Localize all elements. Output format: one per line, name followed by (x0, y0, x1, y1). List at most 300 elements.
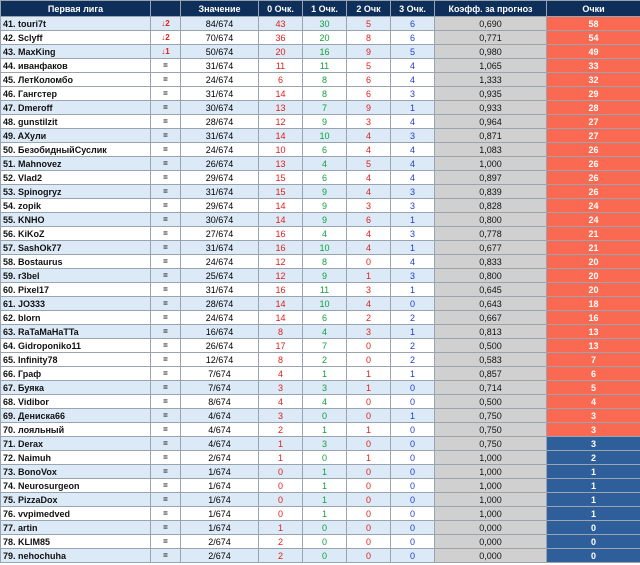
two-points-cell: 1 (347, 451, 391, 465)
table-row (1, 493, 640, 507)
one-point-cell: 1 (303, 507, 347, 521)
table-row (1, 325, 640, 339)
zero-points-cell: 14 (259, 297, 303, 311)
coefficient-cell: 0,935 (435, 87, 547, 101)
table-row (1, 437, 640, 451)
one-point-cell: 3 (303, 437, 347, 451)
table-row (1, 17, 640, 31)
trend-indicator: = (151, 101, 181, 115)
two-points-cell: 8 (347, 31, 391, 45)
points-cell: 3 (547, 423, 640, 437)
trend-indicator: = (151, 87, 181, 101)
coefficient-cell: 1,000 (435, 157, 547, 171)
one-point-cell: 1 (303, 465, 347, 479)
three-points-cell: 1 (391, 213, 435, 227)
zero-points-cell: 17 (259, 339, 303, 353)
one-point-cell: 9 (303, 213, 347, 227)
points-cell: 54 (547, 31, 640, 45)
one-point-cell: 11 (303, 59, 347, 73)
player-name: 69. Дениска66 (1, 409, 151, 423)
zero-points-cell: 13 (259, 157, 303, 171)
player-name: 41. touri7t (1, 17, 151, 31)
two-points-cell: 0 (347, 465, 391, 479)
two-points-cell: 4 (347, 227, 391, 241)
value-cell: 1/674 (181, 521, 259, 535)
trend-indicator: ↓1 (151, 45, 181, 59)
player-name: 79. nehochuha (1, 549, 151, 563)
value-cell: 31/674 (181, 129, 259, 143)
three-points-cell: 0 (391, 381, 435, 395)
points-cell: 0 (547, 535, 640, 549)
three-points-cell: 3 (391, 199, 435, 213)
two-points-cell: 0 (347, 521, 391, 535)
one-point-cell: 1 (303, 479, 347, 493)
two-points-cell: 9 (347, 101, 391, 115)
coefficient-cell: 0,980 (435, 45, 547, 59)
player-name: 59. r3bel (1, 269, 151, 283)
points-cell: 20 (547, 283, 640, 297)
coefficient-cell: 0,964 (435, 115, 547, 129)
one-point-cell: 10 (303, 297, 347, 311)
two-points-cell: 5 (347, 157, 391, 171)
two-points-cell: 3 (347, 283, 391, 297)
player-name: 78. KLIM85 (1, 535, 151, 549)
trend-indicator: = (151, 171, 181, 185)
trend-indicator: = (151, 437, 181, 451)
zero-points-cell: 16 (259, 227, 303, 241)
value-cell: 1/674 (181, 507, 259, 521)
points-cell: 29 (547, 87, 640, 101)
one-point-cell: 0 (303, 535, 347, 549)
three-points-cell: 0 (391, 437, 435, 451)
value-cell: 26/674 (181, 157, 259, 171)
three-points-cell: 0 (391, 507, 435, 521)
trend-indicator: = (151, 59, 181, 73)
zero-points-cell: 13 (259, 101, 303, 115)
coefficient-cell: 0,828 (435, 199, 547, 213)
table-row (1, 311, 640, 325)
points-cell: 0 (547, 521, 640, 535)
trend-indicator: = (151, 115, 181, 129)
zero-points-cell: 4 (259, 367, 303, 381)
table-row (1, 115, 640, 129)
one-point-cell: 7 (303, 101, 347, 115)
points-cell: 49 (547, 45, 640, 59)
coefficient-cell: 0,897 (435, 171, 547, 185)
two-points-cell: 3 (347, 325, 391, 339)
points-cell: 1 (547, 479, 640, 493)
value-cell: 30/674 (181, 213, 259, 227)
table-row (1, 409, 640, 423)
value-cell: 24/674 (181, 143, 259, 157)
trend-indicator: = (151, 451, 181, 465)
points-cell: 26 (547, 143, 640, 157)
table-row (1, 185, 640, 199)
player-name: 51. Mahnovez (1, 157, 151, 171)
one-point-cell: 6 (303, 143, 347, 157)
three-points-cell: 2 (391, 353, 435, 367)
value-cell: 2/674 (181, 451, 259, 465)
two-points-cell: 0 (347, 535, 391, 549)
three-points-cell: 0 (391, 395, 435, 409)
two-points-cell: 0 (347, 395, 391, 409)
points-cell: 3 (547, 437, 640, 451)
table-row (1, 171, 640, 185)
zero-points-cell: 15 (259, 185, 303, 199)
player-name: 58. Bostaurus (1, 255, 151, 269)
three-points-cell: 0 (391, 423, 435, 437)
value-cell: 4/674 (181, 423, 259, 437)
two-points-cell: 0 (347, 339, 391, 353)
player-name: 60. Pixel17 (1, 283, 151, 297)
two-points-cell: 1 (347, 269, 391, 283)
three-points-cell: 6 (391, 17, 435, 31)
value-cell: 24/674 (181, 311, 259, 325)
player-name: 56. KiKoZ (1, 227, 151, 241)
one-point-cell: 6 (303, 171, 347, 185)
three-points-cell: 4 (391, 255, 435, 269)
table-row (1, 465, 640, 479)
table-row (1, 213, 640, 227)
coefficient-cell: 1,000 (435, 451, 547, 465)
trend-indicator: = (151, 507, 181, 521)
points-cell: 20 (547, 269, 640, 283)
table-row (1, 31, 640, 45)
zero-points-cell: 15 (259, 171, 303, 185)
coefficient-cell: 0,500 (435, 339, 547, 353)
zero-points-cell: 14 (259, 87, 303, 101)
zero-points-cell: 1 (259, 437, 303, 451)
trend-indicator: = (151, 409, 181, 423)
two-points-cell: 4 (347, 143, 391, 157)
points-cell: 6 (547, 367, 640, 381)
two-points-cell: 0 (347, 549, 391, 563)
value-cell: 7/674 (181, 367, 259, 381)
points-cell: 20 (547, 255, 640, 269)
zero-points-cell: 2 (259, 535, 303, 549)
value-cell: 30/674 (181, 101, 259, 115)
player-name: 44. иванфаков (1, 59, 151, 73)
player-name: 48. gunstilzit (1, 115, 151, 129)
table-row (1, 479, 640, 493)
value-cell: 1/674 (181, 493, 259, 507)
points-cell: 1 (547, 507, 640, 521)
value-cell: 31/674 (181, 185, 259, 199)
player-name: 70. лояльный (1, 423, 151, 437)
points-cell: 24 (547, 199, 640, 213)
trend-indicator: = (151, 353, 181, 367)
table-row (1, 73, 640, 87)
three-points-cell: 1 (391, 241, 435, 255)
value-cell: 4/674 (181, 437, 259, 451)
points-cell: 26 (547, 171, 640, 185)
points-cell: 27 (547, 115, 640, 129)
two-points-cell: 1 (347, 367, 391, 381)
zero-points-cell: 4 (259, 395, 303, 409)
value-cell: 24/674 (181, 73, 259, 87)
trend-indicator: = (151, 521, 181, 535)
coefficient-cell: 1,000 (435, 479, 547, 493)
coefficient-cell: 0,000 (435, 535, 547, 549)
trend-indicator: = (151, 157, 181, 171)
zero-points-cell: 14 (259, 213, 303, 227)
zero-points-cell: 16 (259, 283, 303, 297)
three-points-cell: 5 (391, 45, 435, 59)
player-name: 65. Infinity78 (1, 353, 151, 367)
trend-indicator: = (151, 479, 181, 493)
points-cell: 24 (547, 213, 640, 227)
two-points-cell: 0 (347, 409, 391, 423)
value-cell: 31/674 (181, 283, 259, 297)
two-points-cell: 5 (347, 17, 391, 31)
value-cell: 28/674 (181, 115, 259, 129)
coefficient-cell: 1,333 (435, 73, 547, 87)
zero-points-cell: 36 (259, 31, 303, 45)
two-points-cell: 0 (347, 507, 391, 521)
table-row (1, 451, 640, 465)
points-cell: 18 (547, 297, 640, 311)
table-body (1, 17, 640, 563)
coefficient-cell: 0,833 (435, 255, 547, 269)
trend-indicator: = (151, 493, 181, 507)
trend-indicator: = (151, 297, 181, 311)
column-header-points: Очки (547, 1, 640, 17)
points-cell: 4 (547, 395, 640, 409)
column-header-coef: Коэфф. за прогноз (435, 1, 547, 17)
player-name: 63. RaTaMaHaTTa (1, 325, 151, 339)
two-points-cell: 6 (347, 87, 391, 101)
player-name: 62. blorn (1, 311, 151, 325)
player-name: 52. Vlad2 (1, 171, 151, 185)
points-cell: 5 (547, 381, 640, 395)
coefficient-cell: 0,583 (435, 353, 547, 367)
coefficient-cell: 0,778 (435, 227, 547, 241)
one-point-cell: 1 (303, 367, 347, 381)
three-points-cell: 2 (391, 339, 435, 353)
one-point-cell: 4 (303, 395, 347, 409)
value-cell: 31/674 (181, 59, 259, 73)
zero-points-cell: 20 (259, 45, 303, 59)
three-points-cell: 0 (391, 297, 435, 311)
one-point-cell: 8 (303, 87, 347, 101)
value-cell: 2/674 (181, 535, 259, 549)
zero-points-cell: 2 (259, 549, 303, 563)
trend-indicator: ↓2 (151, 31, 181, 45)
zero-points-cell: 14 (259, 199, 303, 213)
two-points-cell: 4 (347, 241, 391, 255)
value-cell: 29/674 (181, 171, 259, 185)
trend-indicator: = (151, 367, 181, 381)
zero-points-cell: 1 (259, 521, 303, 535)
coefficient-cell: 0,000 (435, 521, 547, 535)
one-point-cell: 3 (303, 381, 347, 395)
player-name: 57. SashOk77 (1, 241, 151, 255)
two-points-cell: 1 (347, 423, 391, 437)
zero-points-cell: 43 (259, 17, 303, 31)
coefficient-cell: 1,000 (435, 465, 547, 479)
coefficient-cell: 0,750 (435, 409, 547, 423)
three-points-cell: 0 (391, 549, 435, 563)
one-point-cell: 1 (303, 423, 347, 437)
table-header-row (1, 1, 640, 17)
coefficient-cell: 0,750 (435, 423, 547, 437)
value-cell: 8/674 (181, 395, 259, 409)
trend-indicator: = (151, 465, 181, 479)
three-points-cell: 1 (391, 101, 435, 115)
trend-indicator: = (151, 199, 181, 213)
two-points-cell: 1 (347, 381, 391, 395)
player-name: 50. БезобидныйСуслик (1, 143, 151, 157)
player-name: 46. Гангстер (1, 87, 151, 101)
three-points-cell: 0 (391, 493, 435, 507)
zero-points-cell: 2 (259, 423, 303, 437)
table-row (1, 45, 640, 59)
value-cell: 4/674 (181, 409, 259, 423)
coefficient-cell: 0,500 (435, 395, 547, 409)
points-cell: 26 (547, 185, 640, 199)
column-header-2pts: 2 Очк (347, 1, 391, 17)
points-cell: 32 (547, 73, 640, 87)
one-point-cell: 8 (303, 73, 347, 87)
trend-indicator: = (151, 241, 181, 255)
player-name: 49. AХули (1, 129, 151, 143)
coefficient-cell: 0,800 (435, 269, 547, 283)
value-cell: 25/674 (181, 269, 259, 283)
zero-points-cell: 14 (259, 129, 303, 143)
table-row (1, 423, 640, 437)
two-points-cell: 4 (347, 185, 391, 199)
one-point-cell: 11 (303, 283, 347, 297)
one-point-cell: 0 (303, 451, 347, 465)
value-cell: 24/674 (181, 255, 259, 269)
three-points-cell: 4 (391, 171, 435, 185)
three-points-cell: 0 (391, 465, 435, 479)
table-row (1, 129, 640, 143)
one-point-cell: 0 (303, 549, 347, 563)
three-points-cell: 0 (391, 451, 435, 465)
points-cell: 21 (547, 241, 640, 255)
table-row (1, 535, 640, 549)
value-cell: 26/674 (181, 339, 259, 353)
points-cell: 0 (547, 549, 640, 563)
trend-indicator: ↓2 (151, 17, 181, 31)
zero-points-cell: 10 (259, 143, 303, 157)
trend-indicator: = (151, 269, 181, 283)
three-points-cell: 4 (391, 115, 435, 129)
two-points-cell: 0 (347, 493, 391, 507)
zero-points-cell: 12 (259, 269, 303, 283)
zero-points-cell: 3 (259, 409, 303, 423)
player-name: 61. JO333 (1, 297, 151, 311)
player-name: 72. Naimuh (1, 451, 151, 465)
two-points-cell: 0 (347, 437, 391, 451)
one-point-cell: 1 (303, 493, 347, 507)
two-points-cell: 5 (347, 59, 391, 73)
value-cell: 84/674 (181, 17, 259, 31)
player-name: 45. ЛетКоломбо (1, 73, 151, 87)
three-points-cell: 0 (391, 535, 435, 549)
points-cell: 7 (547, 353, 640, 367)
two-points-cell: 2 (347, 311, 391, 325)
trend-indicator: = (151, 129, 181, 143)
table-row (1, 395, 640, 409)
three-points-cell: 4 (391, 73, 435, 87)
one-point-cell: 9 (303, 185, 347, 199)
two-points-cell: 4 (347, 297, 391, 311)
value-cell: 12/674 (181, 353, 259, 367)
trend-indicator: = (151, 227, 181, 241)
two-points-cell: 4 (347, 171, 391, 185)
two-points-cell: 3 (347, 115, 391, 129)
trend-indicator: = (151, 185, 181, 199)
value-cell: 28/674 (181, 297, 259, 311)
player-name: 54. zopik (1, 199, 151, 213)
points-cell: 33 (547, 59, 640, 73)
table-row (1, 255, 640, 269)
table-row (1, 269, 640, 283)
points-cell: 28 (547, 101, 640, 115)
two-points-cell: 9 (347, 45, 391, 59)
table-row (1, 549, 640, 563)
one-point-cell: 4 (303, 227, 347, 241)
table-row (1, 339, 640, 353)
table-row (1, 101, 640, 115)
three-points-cell: 1 (391, 325, 435, 339)
value-cell: 16/674 (181, 325, 259, 339)
two-points-cell: 0 (347, 479, 391, 493)
points-cell: 13 (547, 339, 640, 353)
trend-indicator: = (151, 325, 181, 339)
value-cell: 2/674 (181, 549, 259, 563)
table-row (1, 297, 640, 311)
one-point-cell: 20 (303, 31, 347, 45)
coefficient-cell: 0,714 (435, 381, 547, 395)
one-point-cell: 0 (303, 521, 347, 535)
one-point-cell: 0 (303, 409, 347, 423)
trend-indicator: = (151, 143, 181, 157)
player-name: 73. BonoVox (1, 465, 151, 479)
table-row (1, 353, 640, 367)
three-points-cell: 4 (391, 59, 435, 73)
one-point-cell: 2 (303, 353, 347, 367)
one-point-cell: 7 (303, 339, 347, 353)
player-name: 55. KNHO (1, 213, 151, 227)
table-row (1, 507, 640, 521)
zero-points-cell: 8 (259, 325, 303, 339)
one-point-cell: 9 (303, 199, 347, 213)
player-name: 53. Spinogryz (1, 185, 151, 199)
coefficient-cell: 0,871 (435, 129, 547, 143)
zero-points-cell: 0 (259, 493, 303, 507)
table-row (1, 143, 640, 157)
three-points-cell: 3 (391, 227, 435, 241)
trend-indicator: = (151, 395, 181, 409)
three-points-cell: 4 (391, 143, 435, 157)
trend-indicator: = (151, 213, 181, 227)
coefficient-cell: 0,750 (435, 437, 547, 451)
points-cell: 27 (547, 129, 640, 143)
one-point-cell: 9 (303, 115, 347, 129)
three-points-cell: 2 (391, 311, 435, 325)
value-cell: 31/674 (181, 87, 259, 101)
three-points-cell: 0 (391, 479, 435, 493)
coefficient-cell: 0,690 (435, 17, 547, 31)
three-points-cell: 3 (391, 269, 435, 283)
zero-points-cell: 0 (259, 465, 303, 479)
column-header-3pts: 3 Очк. (391, 1, 435, 17)
value-cell: 1/674 (181, 465, 259, 479)
points-cell: 1 (547, 465, 640, 479)
